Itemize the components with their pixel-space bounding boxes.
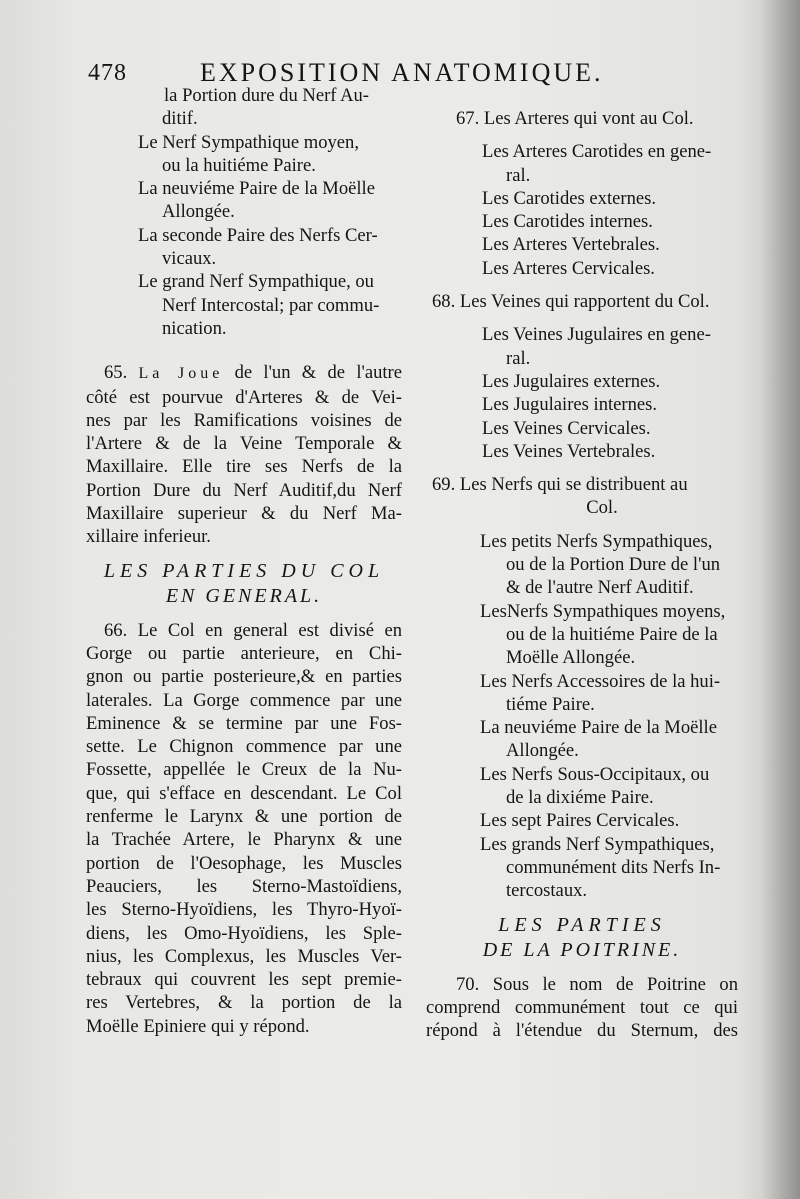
- spacer: [86, 549, 402, 559]
- section-title: 67. Les Arteres qui vont au Col.: [456, 108, 694, 129]
- list-line: Les Arteres Vertebrales.: [482, 234, 660, 256]
- list-line: la Portion dure du Nerf Au-: [164, 85, 370, 106]
- left-column: [86, 84, 402, 1038]
- list-line: Le Nerf Sympathique moyen,: [138, 131, 360, 153]
- list-line: Les Veines Jugulaires en gene-: [482, 324, 711, 346]
- list-line: Nerf Intercostal; par commu-: [162, 294, 380, 316]
- section-heading-line: EN GENERAL.: [165, 584, 323, 607]
- paragraph-line: répond à l'étendue du Sternum, des: [426, 1020, 738, 1042]
- running-title: EXPOSITION ANATOMIQUE.: [200, 58, 604, 87]
- paragraph-line: comprend communément tout ce qui: [426, 996, 738, 1018]
- paragraph-line: gnon ou partie posterieure,& en parties: [86, 666, 402, 688]
- list-line: nication.: [162, 317, 227, 339]
- paragraph-line: que, qui s'efface en descendant. Le Col: [86, 782, 402, 804]
- section-heading-line: DE LA POITRINE.: [482, 938, 682, 961]
- list-line: ditif.: [162, 108, 198, 130]
- list-line: Les Veines Cervicales.: [482, 417, 651, 439]
- paragraph-line: laterales. La Gorge commence par une: [86, 689, 402, 711]
- paragraph-line: renferme le Larynx & une portion de: [86, 806, 402, 828]
- paragraph-line: xillaire inferieur.: [86, 526, 211, 548]
- paragraph-lead: La Joue: [138, 365, 224, 383]
- list-line: ral.: [506, 347, 531, 369]
- paragraph-line: Portion Dure du Nerf Auditif,du Nerf: [86, 479, 402, 501]
- list-line: ou la huitiéme Paire.: [162, 154, 316, 176]
- list-line: Les Jugulaires externes.: [482, 370, 661, 392]
- spacer: [426, 280, 738, 290]
- spacer: [426, 903, 738, 913]
- paragraph-line: Eminence & se termine par une Fos-: [86, 712, 402, 734]
- paragraph-line: nius, les Complexus, les Muscles Ver-: [86, 945, 402, 967]
- list-line: Les Carotides externes.: [482, 187, 656, 209]
- section-title: 69. Les Nerfs qui se distribuent au: [432, 474, 688, 496]
- paragraph-number: 66.: [104, 619, 128, 641]
- list-line: ou de la Portion Dure de l'un: [506, 554, 721, 576]
- list-line: & de l'autre Nerf Auditif.: [506, 577, 694, 599]
- list-a: [86, 84, 402, 340]
- paragraph-line: 70. Sous le nom de Poitrine on: [456, 973, 738, 995]
- paragraph-line: [86, 619, 402, 642]
- paragraph-line: Maxillaire superieur & du Nerf Ma-: [86, 503, 402, 525]
- paragraph-line: portion de l'Oesophage, les Muscles: [86, 852, 402, 874]
- list-line: Allongée.: [506, 740, 579, 762]
- paragraph-line: l'Artere & de la Veine Temporale &: [86, 433, 402, 455]
- list-line: ou de la huitiéme Paire de la: [506, 623, 718, 645]
- paragraph-line: Peauciers, les Sterno-Mastoïdiens,: [86, 875, 402, 897]
- spacer: [86, 609, 402, 619]
- list-line: LesNerfs Sympathiques moyens,: [480, 600, 726, 622]
- list-line: Le grand Nerf Sympathique, ou: [138, 271, 374, 293]
- paragraph-line: [86, 361, 402, 385]
- list-line: Les Veines Vertebrales.: [482, 440, 656, 462]
- section-title-cont: Col.: [586, 497, 618, 519]
- paragraph-line: les Sterno-Hyoïdiens, les Thyro-Hyoï-: [86, 899, 402, 921]
- spacer: [426, 130, 738, 140]
- paragraph-line: côté est pourvue d'Arteres & de Vei-: [86, 386, 402, 408]
- list-line: Moëlle Allongée.: [506, 647, 636, 669]
- paragraph-text: de l'un & de l'autre: [234, 362, 402, 384]
- paragraph-66: [86, 619, 402, 1038]
- paragraph-line: Fossette, appellée le Creux de la Nu-: [86, 759, 402, 781]
- section-68: [426, 290, 738, 463]
- section-heading-line: LES PARTIES DU COL: [103, 559, 385, 582]
- spacer: [426, 963, 738, 973]
- list-line: Les Nerfs Accessoires de la hui-: [480, 670, 721, 692]
- paragraph-line: la Trachée Artere, le Pharynx & une: [86, 829, 402, 851]
- section-heading-col: [86, 559, 402, 609]
- list-line: Allongée.: [162, 201, 235, 223]
- paragraph-line: sette. Le Chignon commence par une: [86, 736, 402, 758]
- page-number: 478: [88, 60, 127, 86]
- spacer: [426, 84, 738, 107]
- spacer: [86, 340, 402, 361]
- spacer: [426, 463, 738, 473]
- spacer: [426, 520, 738, 530]
- paragraph-number: 65.: [104, 362, 128, 384]
- list-line: tiéme Paire.: [506, 693, 595, 715]
- list-line: La seconde Paire des Nerfs Cer-: [138, 224, 378, 246]
- page-edge-shadow: [762, 0, 800, 1199]
- paragraph-line: tebraux qui couvrent les sept premie-: [86, 969, 402, 991]
- list-line: Les grands Nerf Sympathiques,: [480, 833, 715, 855]
- paragraph-line: nes par les Ramifications voisines de: [86, 409, 402, 431]
- paragraph-70: [426, 973, 738, 1043]
- paragraph-65: [86, 361, 402, 548]
- section-67: [426, 107, 738, 280]
- paragraph-line: Maxillaire. Elle tire ses Nerfs de la: [86, 456, 402, 478]
- list-line: La neuviéme Paire de la Moëlle: [480, 717, 717, 739]
- list-line: Les petits Nerfs Sympathiques,: [480, 530, 713, 552]
- list-line: ral.: [506, 164, 531, 186]
- paragraph-line: res Vertebres, & la portion de la: [86, 992, 402, 1014]
- paragraph-line: Moëlle Epiniere qui y répond.: [86, 1015, 310, 1037]
- paragraph-line: Gorge ou partie anterieure, en Chi-: [86, 642, 402, 664]
- list-line: Les Jugulaires internes.: [482, 394, 658, 416]
- section-heading-poitrine: [426, 913, 738, 963]
- list-line: communément dits Nerfs In-: [506, 856, 721, 878]
- section-title: 68. Les Veines qui rapportent du Col.: [432, 291, 710, 313]
- list-line: La neuviéme Paire de la Moëlle: [138, 178, 375, 200]
- list-line: Les Nerfs Sous-Occipitaux, ou: [480, 763, 710, 785]
- paragraph-text: Le Col en general est divisé en: [137, 619, 402, 641]
- list-line: de la dixiéme Paire.: [506, 787, 654, 809]
- section-69: [426, 473, 738, 902]
- list-line: Les Arteres Cervicales.: [482, 257, 655, 279]
- list-line: Les sept Paires Cervicales.: [480, 810, 680, 832]
- section-heading-line: LES PARTIES: [498, 913, 666, 936]
- list-line: tercostaux.: [506, 880, 588, 902]
- list-line: Les Arteres Carotides en gene-: [482, 141, 712, 163]
- right-column: [426, 84, 738, 1042]
- paragraph-line: diens, les Omo-Hyoïdiens, les Sple-: [86, 922, 402, 944]
- spacer: [426, 313, 738, 323]
- list-line: vicaux.: [162, 248, 217, 270]
- list-line: Les Carotides internes.: [482, 211, 653, 233]
